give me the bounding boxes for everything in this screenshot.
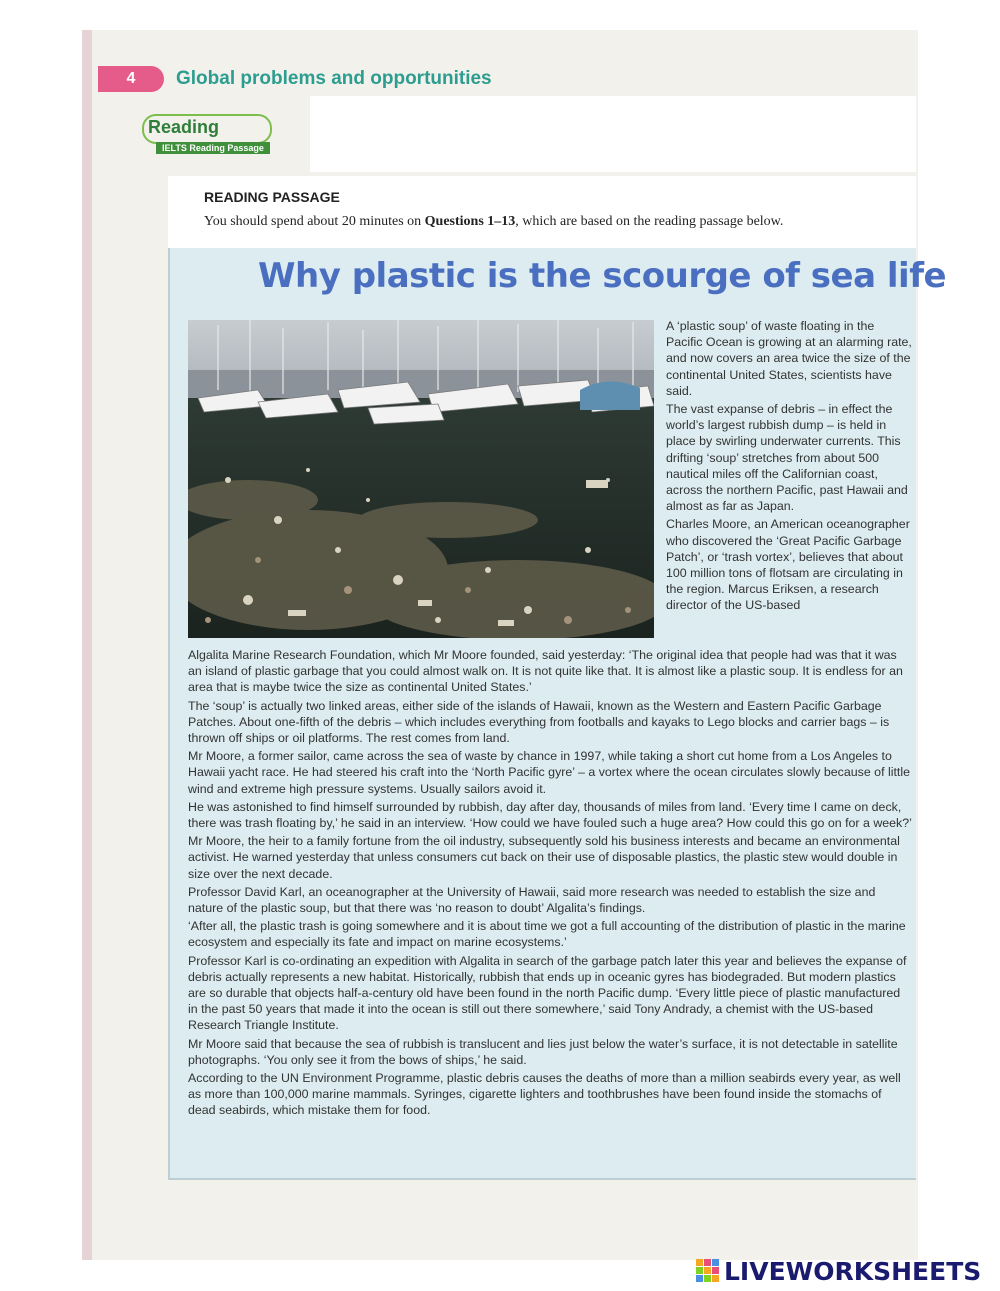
article-right-column xyxy=(666,318,912,616)
paragraph: According to the UN Environment Programme, plastic debris causes the deaths of more than a million seabirds every year, as well as more than 100,000 marine mammals. Syringes, cigarette lighters and toothbrushes have been found inside the stomachs of dead seabirds, which mistake them for food. xyxy=(188,1071,901,1118)
paragraph: ‘After all, the plastic trash is going somewhere and it is about time we got a full accounting of the distribution of plastic in the marine ecosystem and especially its fate and impact on marine ecosystems.’ xyxy=(188,919,906,950)
passage-instructions: You should spend about 20 minutes on Questions 1–13, which are based on the reading passage below. xyxy=(204,214,784,229)
paragraph: Mr Moore said that because the sea of rubbish is translucent and lies just below the water’s surface, it is not detectable in satellite photographs. ‘You only see it from the bows of ships,’ he said. xyxy=(188,1036,898,1067)
reading-section-label: Reading xyxy=(148,117,220,137)
reading-section-sublabel: IELTS Reading Passage xyxy=(156,142,270,154)
paragraph: Professor Karl is co-ordinating an expedition with Algalita in search of the garbage patch later this year and believes the expanse of debris actually represents a new habitat. Historically, rubbish that ends up in oceanic gyres has biodegraded. But modern plastics are so durable that objects half-a-century old have been found in the north Pacific dump. ‘Every little piece of plastic manufactured in the past 50 years that made it into the ocean is still out there somewhere,’ said Tony Andrady, a chemist with the US-based Research Triangle Institute. xyxy=(188,953,907,1033)
paragraph: The ‘soup’ is actually two linked areas, either side of the islands of Hawaii, known as the Western and Eastern Pacific Garbage Patches. About one-fifth of the debris – which includes everything from footballs and kayaks to Lego blocks and carrier bags – is thrown off ships or oil platforms. The rest comes from land. xyxy=(188,698,890,746)
passage-header xyxy=(168,176,916,248)
liveworksheets-logo xyxy=(696,1256,981,1286)
passage-label: READING PASSAGE xyxy=(204,189,340,205)
unit-title: Global problems and opportunities xyxy=(176,68,492,89)
paragraph: The vast expanse of debris – in effect the world’s largest rubbish dump – is held in place by swirling underwater currents. This drifting ‘soup’ stretches from about 500 nautical miles off the Californian coast, across the northern Pacific, past Hawaii and almost as far as Japan. xyxy=(666,402,908,514)
liveworksheets-logo-icon xyxy=(696,1259,720,1283)
paragraph: Professor David Karl, an oceanographer at the University of Hawaii, said more research was needed to establish the size and nature of the plastic soup, but that there was ‘no reason to doubt’ Algalita’s findings. xyxy=(188,884,876,916)
paragraph: A ‘plastic soup’ of waste floating in the Pacific Ocean is growing at an alarming rate, and now covers an area twice the size of the continental United States, scientists have said. xyxy=(666,319,912,398)
blank-overlay xyxy=(310,96,916,172)
paragraph: Algalita Marine Research Foundation, which Mr Moore founded, said yesterday: ‘The original idea that people had was that it was an island of plastic garbage that you could almost walk on. It is not quite like that. It is almost like a plastic soup. It is endless for an area that is maybe twice the size as continental United States.’ xyxy=(188,648,903,695)
paragraph: Charles Moore, an American oceanographer who discovered the ‘Great Pacific Garbage Patch’, or ‘trash vortex’, believes that about 100 million tons of flotsam are circulating in the region. Marcus Eriksen, a research director of the US-based xyxy=(666,517,910,613)
harbor-pollution-photo xyxy=(188,320,654,638)
unit-number-badge: 4 xyxy=(98,66,164,92)
paragraph: Mr Moore, a former sailor, came across the sea of waste by chance in 1997, while taking a short cut home from a Los Angeles to Hawaii yacht race. He had steered his craft into the ‘North Pacific gyre’ – a vortex where the ocean circulates slowly because of little wind and extreme high pressure systems. Usually sailors avoid it. xyxy=(188,749,910,796)
liveworksheets-brand-text: LIVEWORKSHEETS xyxy=(724,1256,982,1286)
article-full-column xyxy=(188,647,912,1121)
paragraph: He was astonished to find himself surrounded by rubbish, day after day, thousands of miles from land. ‘Every time I came on deck, there was trash floating by,’ he said in an interview. ‘How could we have fouled such a huge area? How could this go on for a week?’ xyxy=(188,799,912,831)
paragraph: Mr Moore, the heir to a family fortune from the oil industry, subsequently sold his business interests and became an environmental activist. He warned yesterday that unless consumers cut back on their use of disposable plastics, the plastic stew would double in size over the next decade. xyxy=(188,834,900,881)
article-headline: Why plastic is the scourge of sea life xyxy=(258,256,947,296)
